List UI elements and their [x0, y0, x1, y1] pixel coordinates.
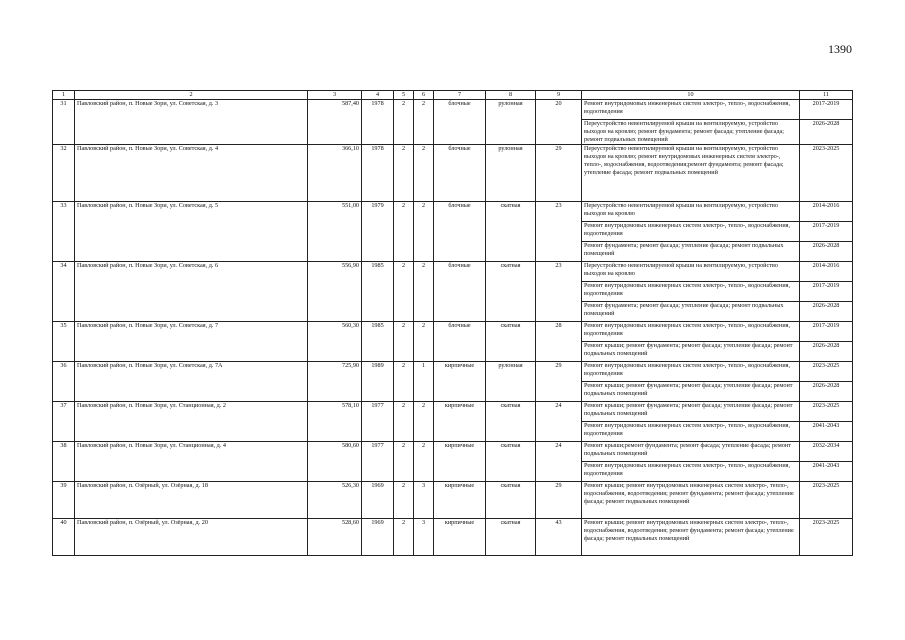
- column-number: 11: [800, 91, 853, 100]
- roof-type-cell: скатная: [486, 481, 536, 518]
- area-cell: 556,90: [308, 261, 362, 321]
- area-cell: 526,30: [308, 481, 362, 518]
- walls-material-cell: блочные: [434, 201, 486, 261]
- address-cell: Павловский район, п. Озёрный, ул. Озёрная, д. 18: [75, 481, 308, 518]
- year-cell: 1979: [362, 201, 394, 261]
- entrances-cell: 2: [414, 321, 434, 361]
- work-description-cell: Ремонт внутридомовых инженерных систем электро-, тепло-, водоснабжения, водоотведения: [582, 361, 800, 381]
- work-period-cell: 2023-2025: [800, 144, 853, 201]
- column-number: 10: [582, 91, 800, 100]
- work-description-cell: Переустройство невентилируемой крыши на вентилируемую, устройство выходов на кровлю: [582, 261, 800, 281]
- table-body: [53, 100, 853, 556]
- work-period-cell: 2026-2028: [800, 241, 853, 261]
- area-cell: 580,60: [308, 441, 362, 481]
- table-row: [53, 100, 853, 120]
- year-cell: 1989: [362, 361, 394, 401]
- work-period-cell: 2041-2043: [800, 461, 853, 481]
- address-cell: Павловский район, п. Новые Зори, ул. Станционная, д. 2: [75, 401, 308, 441]
- floors-cell: 2: [394, 321, 414, 361]
- entrances-cell: 2: [414, 441, 434, 481]
- wear-cell: 24: [536, 401, 582, 441]
- walls-material-cell: кирпичные: [434, 401, 486, 441]
- roof-type-cell: рулонная: [486, 144, 536, 201]
- row-number: 40: [53, 518, 75, 555]
- row-number: 33: [53, 201, 75, 261]
- work-period-cell: 2014-2016: [800, 261, 853, 281]
- table-row: [53, 481, 853, 518]
- row-number: 31: [53, 100, 75, 145]
- column-number-row: [53, 91, 853, 100]
- work-description-cell: Ремонт крыши; ремонт фундамента; ремонт фасада; утепление фасада; ремонт подвальных помещений: [582, 381, 800, 401]
- work-description-cell: Переустройство невентилируемой крыши на вентилируемую, устройство выходов на кровлю; ремонт фундамента; ремонт фасада; утепление фасада; ремонт подвальных помещений: [582, 120, 800, 145]
- work-description-cell: Ремонт внутридомовых инженерных систем электро-, тепло-, водоснабжения, водоотведения: [582, 221, 800, 241]
- area-cell: 578,10: [308, 401, 362, 441]
- table-row: [53, 144, 853, 201]
- column-number: 1: [53, 91, 75, 100]
- roof-type-cell: скатная: [486, 261, 536, 321]
- row-number: 34: [53, 261, 75, 321]
- address-cell: Павловский район, п. Новые Зори, ул. Советская, д. 5: [75, 201, 308, 261]
- entrances-cell: 2: [414, 401, 434, 441]
- wear-cell: 28: [536, 321, 582, 361]
- work-period-cell: 2026-2028: [800, 120, 853, 145]
- roof-type-cell: рулонная: [486, 361, 536, 401]
- roof-type-cell: скатная: [486, 441, 536, 481]
- page-number: 1390: [828, 42, 852, 56]
- floors-cell: 2: [394, 144, 414, 201]
- work-description-cell: Ремонт внутридомовых инженерных систем электро-, тепло-, водоснабжения, водоотведения: [582, 100, 800, 120]
- address-cell: Павловский район, п. Новые Зори, ул. Советская, д. 7А: [75, 361, 308, 401]
- year-cell: 1985: [362, 261, 394, 321]
- wear-cell: 23: [536, 201, 582, 261]
- table-row: [53, 401, 853, 421]
- year-cell: 1978: [362, 100, 394, 145]
- year-cell: 1969: [362, 481, 394, 518]
- work-period-cell: 2017-2019: [800, 321, 853, 341]
- area-cell: 587,40: [308, 100, 362, 145]
- table-row: [53, 518, 853, 555]
- walls-material-cell: блочные: [434, 100, 486, 145]
- work-period-cell: 2032-2034: [800, 441, 853, 461]
- walls-material-cell: кирпичные: [434, 481, 486, 518]
- floors-cell: 2: [394, 401, 414, 441]
- address-cell: Павловский район, п. Новые Зори, ул. Станционная, д. 4: [75, 441, 308, 481]
- work-period-cell: 2026-2028: [800, 341, 853, 361]
- work-period-cell: 2023-2025: [800, 518, 853, 555]
- work-period-cell: 2017-2019: [800, 221, 853, 241]
- row-number: 36: [53, 361, 75, 401]
- row-number: 32: [53, 144, 75, 201]
- work-period-cell: 2023-2025: [800, 481, 853, 518]
- year-cell: 1977: [362, 441, 394, 481]
- floors-cell: 2: [394, 441, 414, 481]
- floors-cell: 2: [394, 518, 414, 555]
- roof-type-cell: скатная: [486, 321, 536, 361]
- work-description-cell: Ремонт крыши;ремонт фундамента; ремонт фасада; утепление фасада; ремонт подвальных помещений: [582, 441, 800, 461]
- work-description-cell: Ремонт внутридомовых инженерных систем электро-, тепло-, водоснабжения, водоотведения: [582, 321, 800, 341]
- wear-cell: 20: [536, 100, 582, 145]
- work-period-cell: 2026-2028: [800, 381, 853, 401]
- floors-cell: 2: [394, 261, 414, 321]
- work-period-cell: 2023-2025: [800, 401, 853, 421]
- roof-type-cell: скатная: [486, 401, 536, 441]
- work-description-cell: Ремонт фундамента; ремонт фасада; утепление фасада; ремонт подвальных помещений: [582, 301, 800, 321]
- column-number: 3: [308, 91, 362, 100]
- work-description-cell: Ремонт крыши; ремонт фундамента; ремонт фасада; утепление фасада; ремонт подвальных помещений: [582, 401, 800, 421]
- column-number: 2: [75, 91, 308, 100]
- walls-material-cell: кирпичные: [434, 361, 486, 401]
- entrances-cell: 1: [414, 361, 434, 401]
- work-period-cell: 2017-2019: [800, 100, 853, 120]
- wear-cell: 29: [536, 361, 582, 401]
- walls-material-cell: кирпичные: [434, 518, 486, 555]
- work-description-cell: Ремонт внутридомовых инженерных систем электро-, тепло-, водоснабжения, водоотведения: [582, 461, 800, 481]
- work-period-cell: 2023-2025: [800, 361, 853, 381]
- entrances-cell: 3: [414, 481, 434, 518]
- floors-cell: 2: [394, 201, 414, 261]
- address-cell: Павловский район, п. Новые Зори, ул. Советская, д. 4: [75, 144, 308, 201]
- entrances-cell: 2: [414, 100, 434, 145]
- work-description-cell: Ремонт внутридомовых инженерных систем электро-, тепло-, водоснабжения, водоотведения: [582, 421, 800, 441]
- entrances-cell: 3: [414, 518, 434, 555]
- work-description-cell: Ремонт внутридомовых инженерных систем электро-, тепло-, водоснабжения, водоотведения: [582, 281, 800, 301]
- year-cell: 1978: [362, 144, 394, 201]
- work-period-cell: 2014-2016: [800, 201, 853, 221]
- entrances-cell: 2: [414, 201, 434, 261]
- work-period-cell: 2041-2043: [800, 421, 853, 441]
- address-cell: Павловский район, п. Озёрный, ул. Озёрная, д. 20: [75, 518, 308, 555]
- area-cell: 528,60: [308, 518, 362, 555]
- walls-material-cell: блочные: [434, 144, 486, 201]
- table-row: [53, 441, 853, 461]
- work-description-cell: Ремонт крыши; ремонт внутридомовых инженерных систем электро-, тепло-, водоснабжения, водоотведения; ремонт фундамента; ремонт фасада; утепление фасада; ремонт подвальных помещений: [582, 481, 800, 518]
- address-cell: Павловский район, п. Новые Зори, ул. Советская, д. 7: [75, 321, 308, 361]
- area-cell: 551,00: [308, 201, 362, 261]
- row-number: 39: [53, 481, 75, 518]
- area-cell: 366,10: [308, 144, 362, 201]
- entrances-cell: 2: [414, 261, 434, 321]
- work-description-cell: Ремонт фундамента; ремонт фасада; утепление фасада; ремонт подвальных помещений: [582, 241, 800, 261]
- work-period-cell: 2026-2028: [800, 301, 853, 321]
- wear-cell: 29: [536, 144, 582, 201]
- year-cell: 1969: [362, 518, 394, 555]
- walls-material-cell: кирпичные: [434, 441, 486, 481]
- address-cell: Павловский район, п. Новые Зори, ул. Советская, д. 6: [75, 261, 308, 321]
- year-cell: 1977: [362, 401, 394, 441]
- work-description-cell: Ремонт крыши; ремонт фундамента; ремонт фасада; утепление фасада; ремонт подвальных помещений: [582, 341, 800, 361]
- wear-cell: 24: [536, 441, 582, 481]
- floors-cell: 2: [394, 361, 414, 401]
- work-period-cell: 2017-2019: [800, 281, 853, 301]
- entrances-cell: 2: [414, 144, 434, 201]
- roof-type-cell: скатная: [486, 518, 536, 555]
- table-row: [53, 201, 853, 221]
- floors-cell: 2: [394, 100, 414, 145]
- roof-type-cell: рулонная: [486, 100, 536, 145]
- table-row: [53, 321, 853, 341]
- wear-cell: 29: [536, 481, 582, 518]
- housing-repair-table: [52, 90, 853, 556]
- year-cell: 1985: [362, 321, 394, 361]
- work-description-cell: Переустройство невентилируемой крыши на вентилируемую, устройство выходов на кровлю: [582, 201, 800, 221]
- row-number: 37: [53, 401, 75, 441]
- column-number: 4: [362, 91, 394, 100]
- column-number: 8: [486, 91, 536, 100]
- column-number: 6: [414, 91, 434, 100]
- walls-material-cell: блочные: [434, 321, 486, 361]
- area-cell: 560,30: [308, 321, 362, 361]
- wear-cell: 23: [536, 261, 582, 321]
- floors-cell: 2: [394, 481, 414, 518]
- table-row: [53, 361, 853, 381]
- column-number: 7: [434, 91, 486, 100]
- walls-material-cell: блочные: [434, 261, 486, 321]
- address-cell: Павловский район, п. Новые Зори, ул. Советская, д. 3: [75, 100, 308, 145]
- area-cell: 725,90: [308, 361, 362, 401]
- row-number: 35: [53, 321, 75, 361]
- work-description-cell: Ремонт крыши; ремонт внутридомовых инженерных систем электро-, тепло-, водоснабжения, водоотведения; ремонт фундамента; ремонт фасада; утепление фасада; ремонт подвальных помещений: [582, 518, 800, 555]
- roof-type-cell: скатная: [486, 201, 536, 261]
- row-number: 38: [53, 441, 75, 481]
- column-number: 9: [536, 91, 582, 100]
- table-row: [53, 261, 853, 281]
- work-description-cell: Переустройство невентилируемой крыши на вентилируемую, устройство выходов на кровлю; ремонт внутридомовых инженерных систем электро-, тепло-, водоснабжения, водоотведения;ремонт фундамента; ремонт фасада; утепление фасада; ремонт подвальных помещений: [582, 144, 800, 201]
- wear-cell: 43: [536, 518, 582, 555]
- column-number: 5: [394, 91, 414, 100]
